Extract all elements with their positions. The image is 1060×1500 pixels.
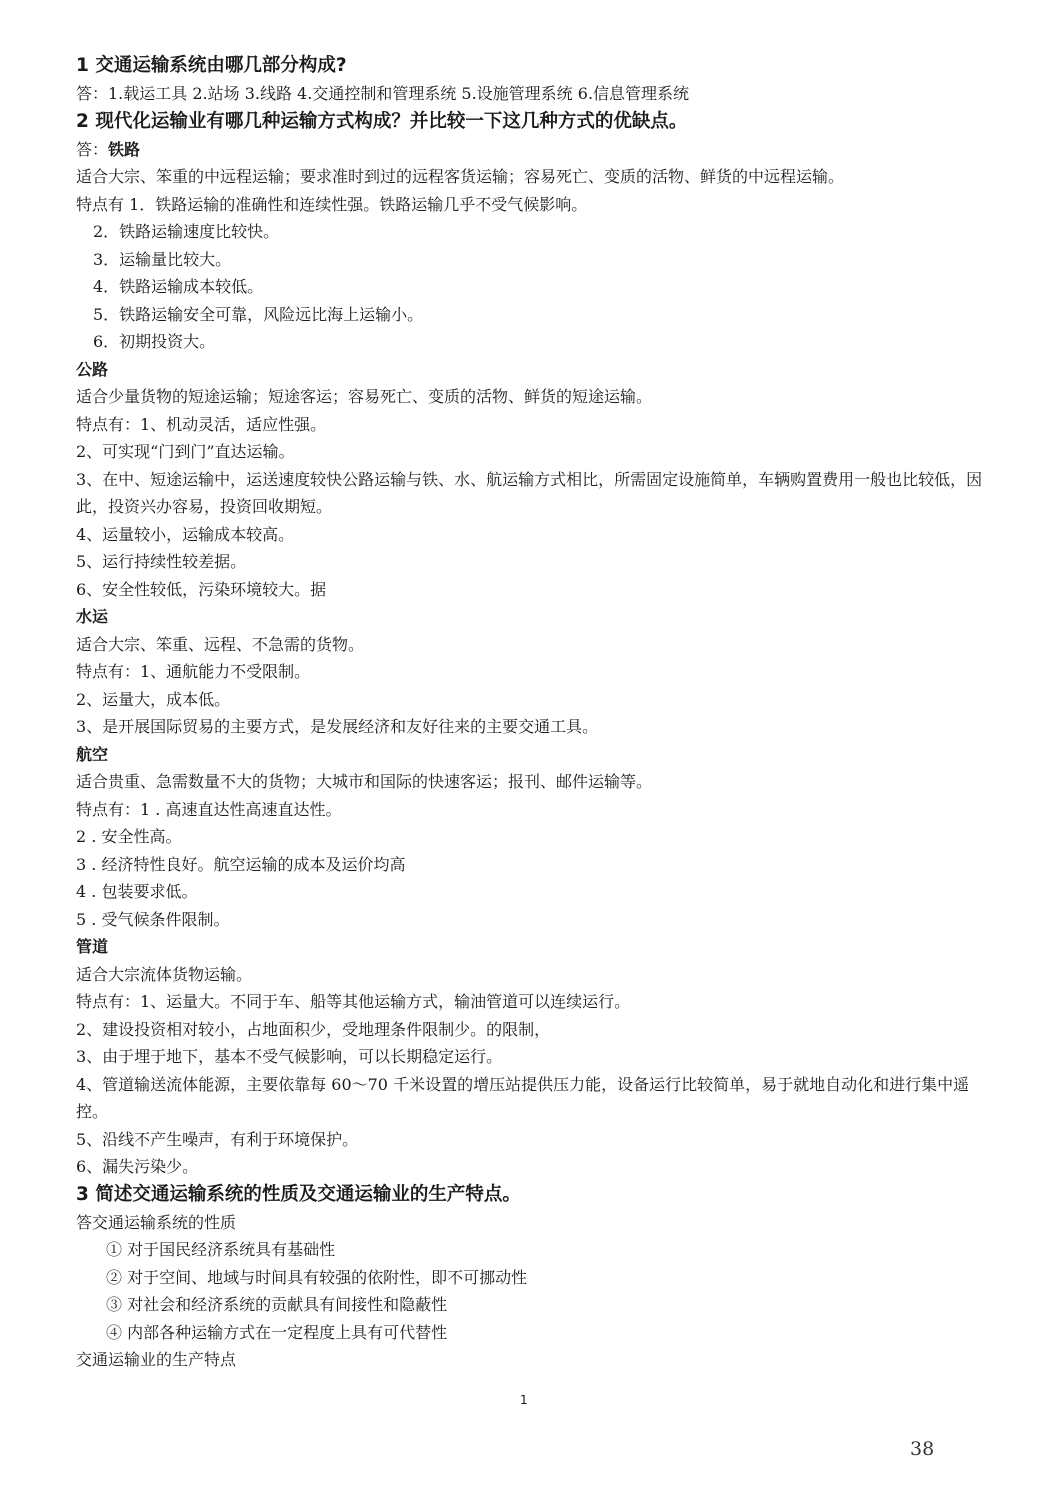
page-number: 38: [910, 1438, 935, 1460]
pipe-line: 5、沿线不产生噪声，有利于环境保护。: [76, 1129, 359, 1149]
rail-line: 特点有 1．铁路运输的准确性和连续性强。铁路运输几乎不受气候影响。: [76, 194, 588, 214]
air-line: 适合贵重、急需数量不大的货物；大城市和国际的快速客运；报刊、邮件运输等。: [76, 772, 653, 791]
road-line: 3、在中、短途运输中，运送速度较快公路运输与铁、水、航运输方式相比，所需固定设施简单，车辆购置费用一般也比较低，因此，投资兴办容易，投资回收期短。: [76, 469, 983, 516]
question-1-title: 1 交通运输系统由哪几部分构成?: [76, 55, 347, 76]
nature-item: ① 对于国民经济系统具有基础性: [106, 1240, 336, 1259]
road-line: 2、可实现“门到门”直达运输。: [76, 442, 295, 461]
pipe-line: 6、漏失污染少。: [76, 1157, 199, 1176]
rail-line: 3．运输量比较大。: [93, 249, 232, 269]
nature-item: ④ 内部各种运输方式在一定程度上具有可代替性: [106, 1322, 448, 1342]
nature-item: ② 对于空间、地域与时间具有较强的依附性，即不可挪动性: [106, 1267, 528, 1287]
air-line: 2 . 安全性高。: [76, 827, 182, 846]
question-3-title: 3 简述交通运输系统的性质及交通运输业的生产特点。: [76, 1183, 521, 1205]
rail-heading: 铁路: [108, 139, 141, 159]
water-line: 适合大宗、笨重、远程、不急需的货物。: [76, 634, 365, 654]
pipe-line: 3、由于埋于地下，基本不受气候影响，可以长期稳定运行。: [76, 1047, 503, 1066]
document-body: [76, 52, 996, 1374]
rail-line: 2．铁路运输速度比较快。: [93, 222, 280, 241]
water-heading: 水运: [76, 607, 109, 626]
question-1-answer: 答：1.载运工具 2.站场 3.线路 4.交通控制和管理系统 5.设施管理系统 6.信息管理系统: [76, 84, 690, 103]
road-heading: 公路: [76, 359, 109, 379]
road-line: 特点有：1、机动灵活，适应性强。: [76, 414, 327, 434]
road-line: 6、安全性较低，污染环境较大。据: [76, 579, 327, 599]
water-line: 特点有：1、通航能力不受限制。: [76, 662, 311, 681]
air-heading: 航空: [76, 744, 109, 764]
water-line: 2、运量大，成本低。: [76, 689, 231, 709]
nature-heading: 答交通运输系统的性质: [76, 1212, 237, 1232]
road-line: 4、运量较小，运输成本较高。: [76, 524, 295, 544]
air-line: 3 . 经济特性良好。航空运输的成本及运价均高: [76, 854, 406, 874]
rail-line: 4．铁路运输成本较低。: [93, 277, 264, 296]
air-line: 特点有：1 . 高速直达性高速直达性。: [76, 799, 342, 819]
page-marker: 1: [520, 1393, 528, 1407]
pipe-heading: 管道: [76, 937, 109, 956]
answer-prefix: 答：: [76, 139, 109, 159]
air-line: 5 . 受气候条件限制。: [76, 909, 230, 929]
rail-line: 6．初期投资大。: [93, 332, 216, 351]
road-line: 适合少量货物的短途运输；短途客运；容易死亡、变质的活物、鲜货的短途运输。: [76, 387, 653, 406]
rail-heading-row: [76, 136, 996, 164]
air-line: 4 . 包装要求低。: [76, 882, 198, 901]
water-line: 3、是开展国际贸易的主要方式，是发展经济和友好往来的主要交通工具。: [76, 717, 599, 736]
pipe-line: 2、建设投资相对较小，占地面积少，受地理条件限制少。的限制，: [76, 1019, 551, 1039]
pipe-line: 特点有：1、运量大。不同于车、船等其他运输方式，输油管道可以连续运行。: [76, 992, 631, 1011]
production-heading: 交通运输业的生产特点: [76, 1350, 237, 1369]
question-2-title: 2 现代化运输业有哪几种运输方式构成？并比较一下这几种方式的优缺点。: [76, 110, 688, 132]
pipe-line: 适合大宗流体货物运输。: [76, 964, 253, 984]
rail-line: 适合大宗、笨重的中远程运输；要求准时到过的远程客货运输；容易死亡、变质的活物、鲜货的中远程运输。: [76, 167, 845, 186]
road-line: 5、运行持续性较差据。: [76, 552, 247, 571]
nature-item: ③ 对社会和经济系统的贡献具有间接性和隐蔽性: [106, 1295, 448, 1314]
rail-line: 5．铁路运输安全可靠，风险远比海上运输小。: [93, 304, 424, 324]
pipe-line: 4、管道输送流体能源，主要依靠每 60～70 千米设置的增压站提供压力能，设备运行比较简单，易于就地自动化和进行集中遥控。: [76, 1074, 970, 1121]
